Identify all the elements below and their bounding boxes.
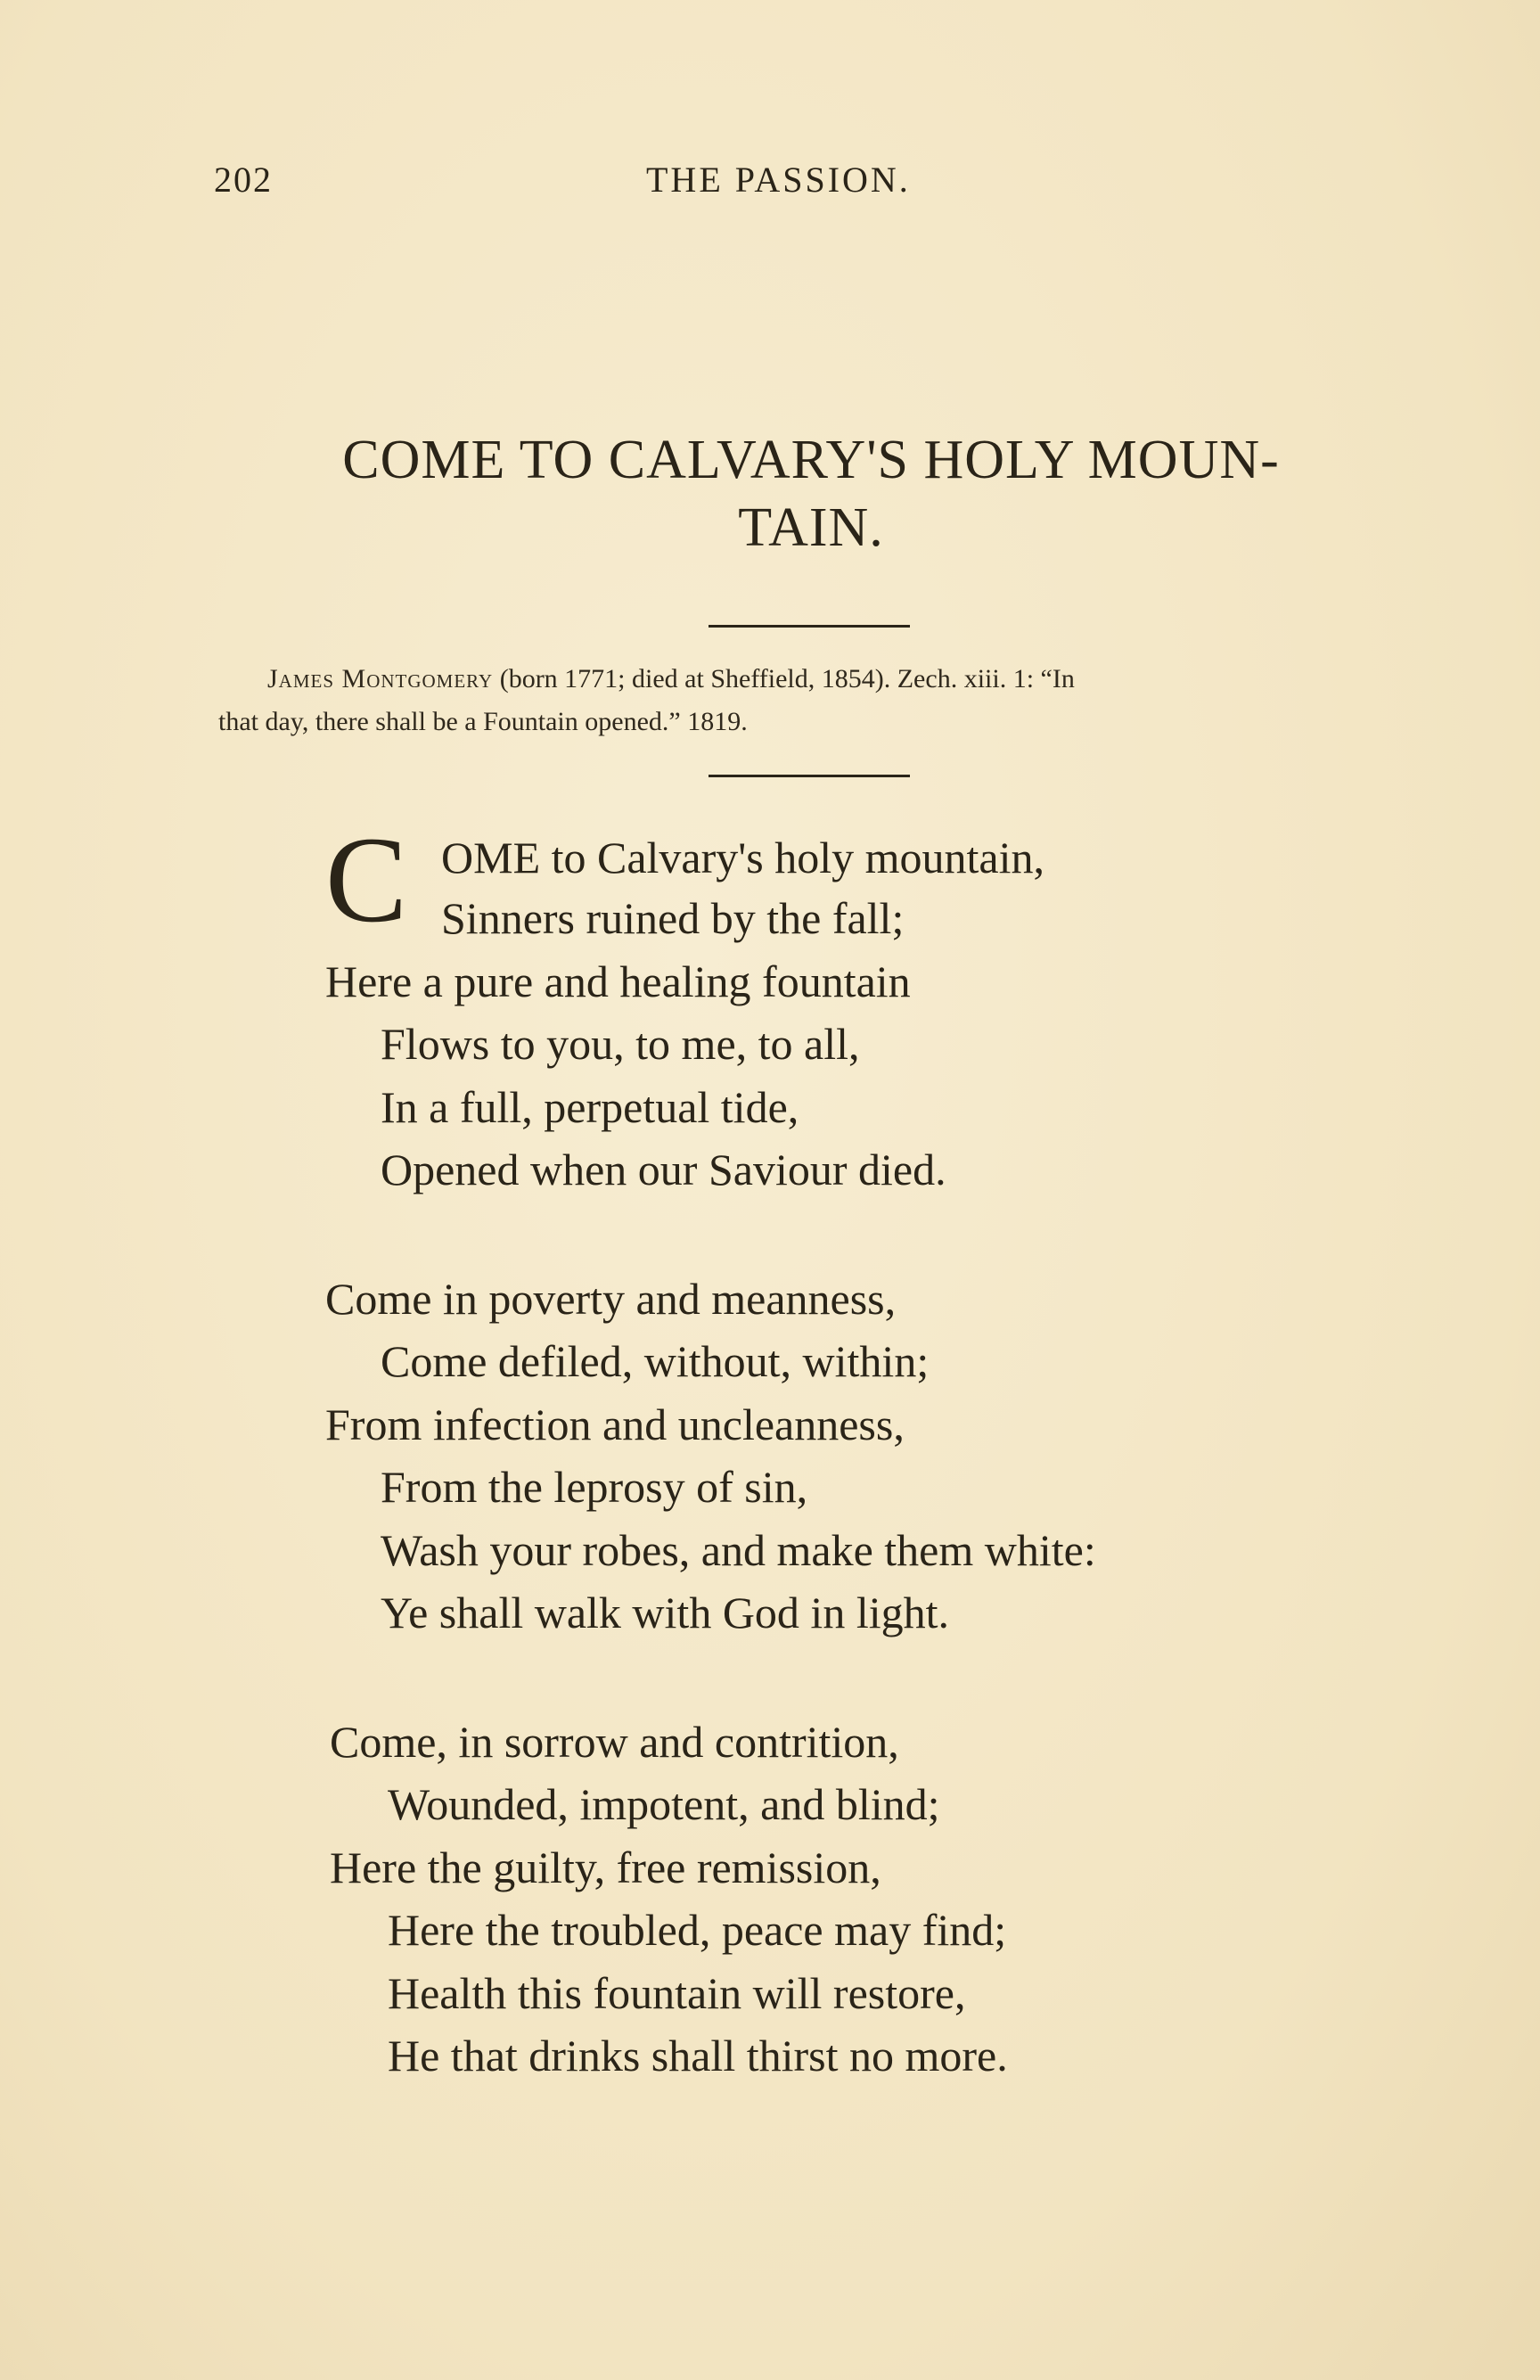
running-head: [214, 159, 1417, 212]
page-number: 202: [214, 160, 273, 200]
verse-line: He that drinks shall thirst no more.: [388, 2031, 1008, 2080]
attribution-line-2: that day, there shall be a Fountain opened.” 1819.: [218, 707, 748, 736]
verse-line: Here the guilty, free remission,: [330, 1842, 881, 1892]
verse-line: Health this fountain will restore,: [388, 1968, 966, 2018]
verse-line: OME to Calvary's holy mountain,: [441, 833, 1045, 882]
verse-line: Come, in sorrow and contrition,: [330, 1717, 899, 1767]
attribution: [218, 658, 1417, 743]
verse-line: Come in poverty and meanness,: [325, 1274, 897, 1324]
verse-line: Here the troubled, peace may find;: [388, 1905, 1007, 1955]
rule-above-attribution: [709, 625, 910, 628]
verse-line: Ye shall walk with God in light.: [381, 1588, 949, 1637]
verse-line: Wounded, impotent, and blind;: [388, 1779, 940, 1829]
verse-line: Flows to you, to me, to all,: [381, 1019, 860, 1069]
rule-below-attribution: [709, 775, 910, 777]
verse-line: From infection and uncleanness,: [325, 1399, 905, 1449]
hymn-title-line-2: TAIN.: [738, 497, 884, 558]
verse-line: Wash your robes, and make them white:: [381, 1525, 1096, 1575]
running-title: THE PASSION.: [646, 160, 911, 200]
verse-line: Sinners ruined by the fall;: [441, 893, 905, 943]
drop-cap: C: [325, 811, 408, 948]
verse-line: Here a pure and healing fountain: [325, 956, 911, 1006]
author-name: James Montgomery: [267, 664, 494, 693]
verse-line: In a full, perpetual tide,: [381, 1082, 799, 1132]
verse-line: Come defiled, without, within;: [381, 1336, 930, 1386]
verse-line: From the leprosy of sin,: [381, 1462, 808, 1512]
hymn-title: [214, 426, 1408, 562]
attribution-line-1: [218, 658, 1417, 701]
verse-line: Opened when our Saviour died.: [381, 1145, 946, 1194]
hymn-title-line-1: COME TO CALVARY'S HOLY MOUN-: [342, 430, 1280, 490]
attribution-line-1-rest: (born 1771; died at Sheffield, 1854). Zech. xiii. 1: “In: [493, 664, 1075, 693]
